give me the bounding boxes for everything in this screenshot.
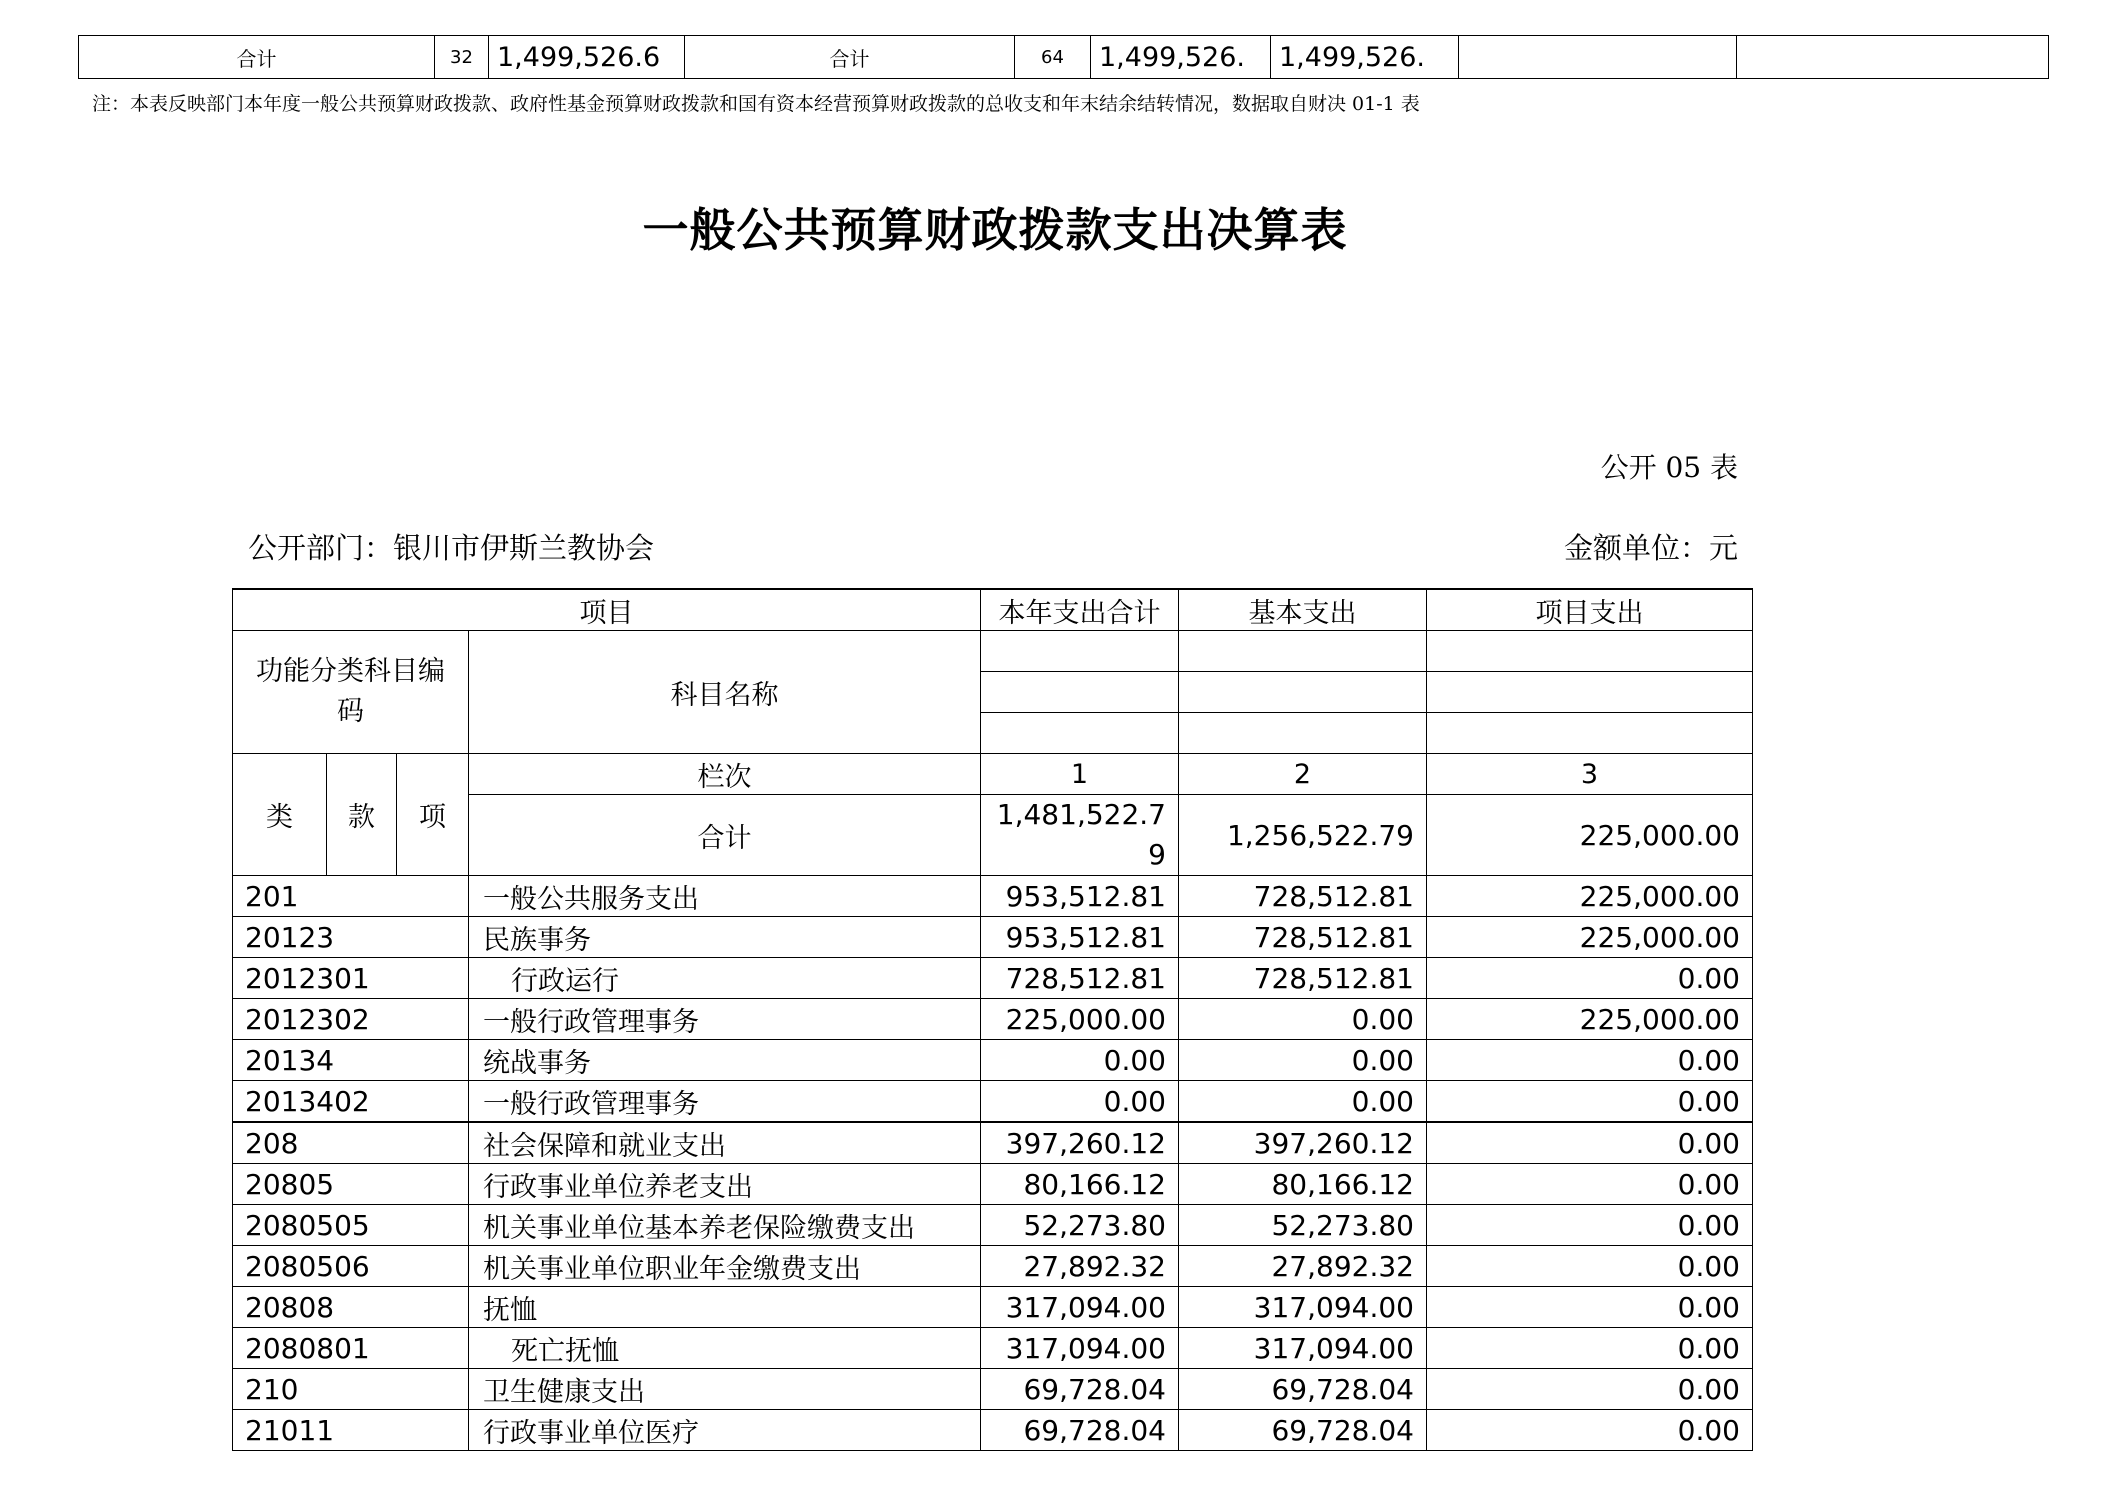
top-left-row-number: 32 — [435, 36, 489, 79]
row-project: 0.00 — [1427, 1205, 1753, 1246]
data-rows — [233, 876, 1753, 1451]
row-basic: 728,512.81 — [1179, 917, 1427, 958]
row-basic: 80,166.12 — [1179, 1164, 1427, 1205]
header-blank-cell — [981, 713, 1179, 754]
row-total: 728,512.81 — [981, 958, 1179, 999]
row-code: 2013402 — [233, 1081, 469, 1123]
summary-label: 合计 — [469, 795, 981, 876]
header-row-1 — [233, 589, 1753, 631]
row-total: 397,260.12 — [981, 1122, 1179, 1164]
row-subject-name: 机关事业单位基本养老保险缴费支出 — [469, 1205, 981, 1246]
row-basic: 0.00 — [1179, 999, 1427, 1040]
row-basic: 0.00 — [1179, 1081, 1427, 1123]
row-code: 2012302 — [233, 999, 469, 1040]
form-code: 公开 05 表 — [1600, 451, 1738, 484]
row-subject-name: 卫生健康支出 — [469, 1369, 981, 1410]
table-row — [233, 1328, 1753, 1369]
row-total: 0.00 — [981, 1081, 1179, 1123]
header-blank-cell — [1427, 672, 1753, 713]
header-kuan: 款 — [327, 754, 397, 876]
row-total: 225,000.00 — [981, 999, 1179, 1040]
row-code: 208 — [233, 1122, 469, 1164]
table-row — [233, 958, 1753, 999]
header-blank-cell — [1179, 631, 1427, 672]
row-basic: 728,512.81 — [1179, 876, 1427, 917]
row-project: 0.00 — [1427, 1164, 1753, 1205]
header-blank-cell — [1427, 631, 1753, 672]
table-row — [233, 1040, 1753, 1081]
top-right-total-label: 合计 — [685, 36, 1015, 79]
row-project: 0.00 — [1427, 1287, 1753, 1328]
summary-project: 225,000.00 — [1427, 795, 1753, 876]
footnote: 注：本表反映部门本年度一般公共预算财政拨款、政府性基金预算财政拨款和国有资本经营预算财政拨款的总收支和年末结余结转情况，数据取自财决 01-1 表 — [92, 93, 1420, 115]
row-subject-name: 行政事业单位养老支出 — [469, 1164, 981, 1205]
row-basic: 0.00 — [1179, 1040, 1427, 1081]
table-row — [233, 1164, 1753, 1205]
header-subject-name: 科目名称 — [469, 631, 981, 754]
row-project: 0.00 — [1427, 1040, 1753, 1081]
row-code: 20805 — [233, 1164, 469, 1205]
table-row — [233, 1122, 1753, 1164]
row-total: 27,892.32 — [981, 1246, 1179, 1287]
row-basic: 397,260.12 — [1179, 1122, 1427, 1164]
header-total: 本年支出合计 — [981, 589, 1179, 631]
page-title: 一般公共预算财政拨款支出决算表 — [642, 203, 1348, 257]
row-subject-name: 统战事务 — [469, 1040, 981, 1081]
row-code: 20134 — [233, 1040, 469, 1081]
header-blank-cell — [981, 631, 1179, 672]
row-project: 0.00 — [1427, 1081, 1753, 1123]
row-project: 0.00 — [1427, 1410, 1753, 1451]
row-basic: 728,512.81 — [1179, 958, 1427, 999]
header-blank-cell — [1427, 713, 1753, 754]
row-code: 201 — [233, 876, 469, 917]
header-col-2: 2 — [1179, 754, 1427, 795]
table-row — [233, 999, 1753, 1040]
row-basic: 69,728.04 — [1179, 1410, 1427, 1451]
table-row — [233, 1410, 1753, 1451]
summary-total: 1,481,522.79 — [981, 795, 1179, 876]
row-total: 52,273.80 — [981, 1205, 1179, 1246]
header-blank-cell — [981, 672, 1179, 713]
row-code: 20808 — [233, 1287, 469, 1328]
table-row — [233, 1287, 1753, 1328]
row-total: 0.00 — [981, 1040, 1179, 1081]
department-label: 公开部门：银川市伊斯兰教协会 — [248, 531, 655, 565]
row-basic: 317,094.00 — [1179, 1287, 1427, 1328]
row-project: 225,000.00 — [1427, 876, 1753, 917]
table-row — [233, 1081, 1753, 1123]
row-subject-name: 社会保障和就业支出 — [469, 1122, 981, 1164]
header-blank-cell — [1179, 672, 1427, 713]
header-xiang: 项 — [397, 754, 469, 876]
amount-unit-label: 金额单位：元 — [1563, 531, 1738, 565]
row-project: 0.00 — [1427, 1246, 1753, 1287]
row-total: 317,094.00 — [981, 1287, 1179, 1328]
previous-table-totals-row — [78, 35, 2049, 79]
row-subject-name: 民族事务 — [469, 917, 981, 958]
row-code: 2080506 — [233, 1246, 469, 1287]
row-total: 953,512.81 — [981, 917, 1179, 958]
header-column-label: 栏次 — [469, 754, 981, 795]
row-code: 2080505 — [233, 1205, 469, 1246]
row-subject-name: 行政事业单位医疗 — [469, 1410, 981, 1451]
expenditure-table — [232, 588, 1753, 1451]
header-col-1: 1 — [981, 754, 1179, 795]
header-project: 项目支出 — [1427, 589, 1753, 631]
row-code: 210 — [233, 1369, 469, 1410]
row-subject-name: 抚恤 — [469, 1287, 981, 1328]
top-left-total-amount: 1,499,526.6 — [489, 36, 685, 79]
row-code: 2012301 — [233, 958, 469, 999]
row-total: 80,166.12 — [981, 1164, 1179, 1205]
row-project: 0.00 — [1427, 1328, 1753, 1369]
header-col-3: 3 — [1427, 754, 1753, 795]
row-basic: 69,728.04 — [1179, 1369, 1427, 1410]
top-right-row-number: 64 — [1015, 36, 1091, 79]
row-subject-name: 一般行政管理事务 — [469, 999, 981, 1040]
row-subject-name: 行政运行 — [469, 958, 981, 999]
top-right-total-amount-2: 1,499,526. — [1271, 36, 1459, 79]
row-project: 0.00 — [1427, 958, 1753, 999]
row-basic: 27,892.32 — [1179, 1246, 1427, 1287]
top-left-total-label: 合计 — [79, 36, 435, 79]
table-row — [233, 1246, 1753, 1287]
row-subject-name: 机关事业单位职业年金缴费支出 — [469, 1246, 981, 1287]
row-project: 0.00 — [1427, 1369, 1753, 1410]
row-project: 0.00 — [1427, 1122, 1753, 1164]
header-func-code: 功能分类科目编码 — [233, 631, 469, 754]
row-subject-name: 一般行政管理事务 — [469, 1081, 981, 1123]
row-total: 317,094.00 — [981, 1328, 1179, 1369]
row-basic: 52,273.80 — [1179, 1205, 1427, 1246]
row-code: 2080801 — [233, 1328, 469, 1369]
header-lei: 类 — [233, 754, 327, 876]
row-project: 225,000.00 — [1427, 917, 1753, 958]
top-right-extra-cell-1 — [1459, 36, 1737, 79]
row-code: 21011 — [233, 1410, 469, 1451]
top-right-extra-cell-2 — [1737, 36, 2049, 79]
table-row — [233, 1369, 1753, 1410]
row-subject-name: 死亡抚恤 — [469, 1328, 981, 1369]
header-row-2 — [233, 631, 1753, 672]
row-code: 20123 — [233, 917, 469, 958]
table-row — [233, 917, 1753, 958]
summary-basic: 1,256,522.79 — [1179, 795, 1427, 876]
top-right-total-amount-1: 1,499,526. — [1091, 36, 1271, 79]
column-index-row — [233, 754, 1753, 795]
header-blank-cell — [1179, 713, 1427, 754]
header-basic: 基本支出 — [1179, 589, 1427, 631]
row-total: 69,728.04 — [981, 1369, 1179, 1410]
table-row — [233, 1205, 1753, 1246]
row-basic: 317,094.00 — [1179, 1328, 1427, 1369]
header-item: 项目 — [233, 589, 981, 631]
table-row — [233, 876, 1753, 917]
row-subject-name: 一般公共服务支出 — [469, 876, 981, 917]
row-total: 69,728.04 — [981, 1410, 1179, 1451]
row-project: 225,000.00 — [1427, 999, 1753, 1040]
row-total: 953,512.81 — [981, 876, 1179, 917]
